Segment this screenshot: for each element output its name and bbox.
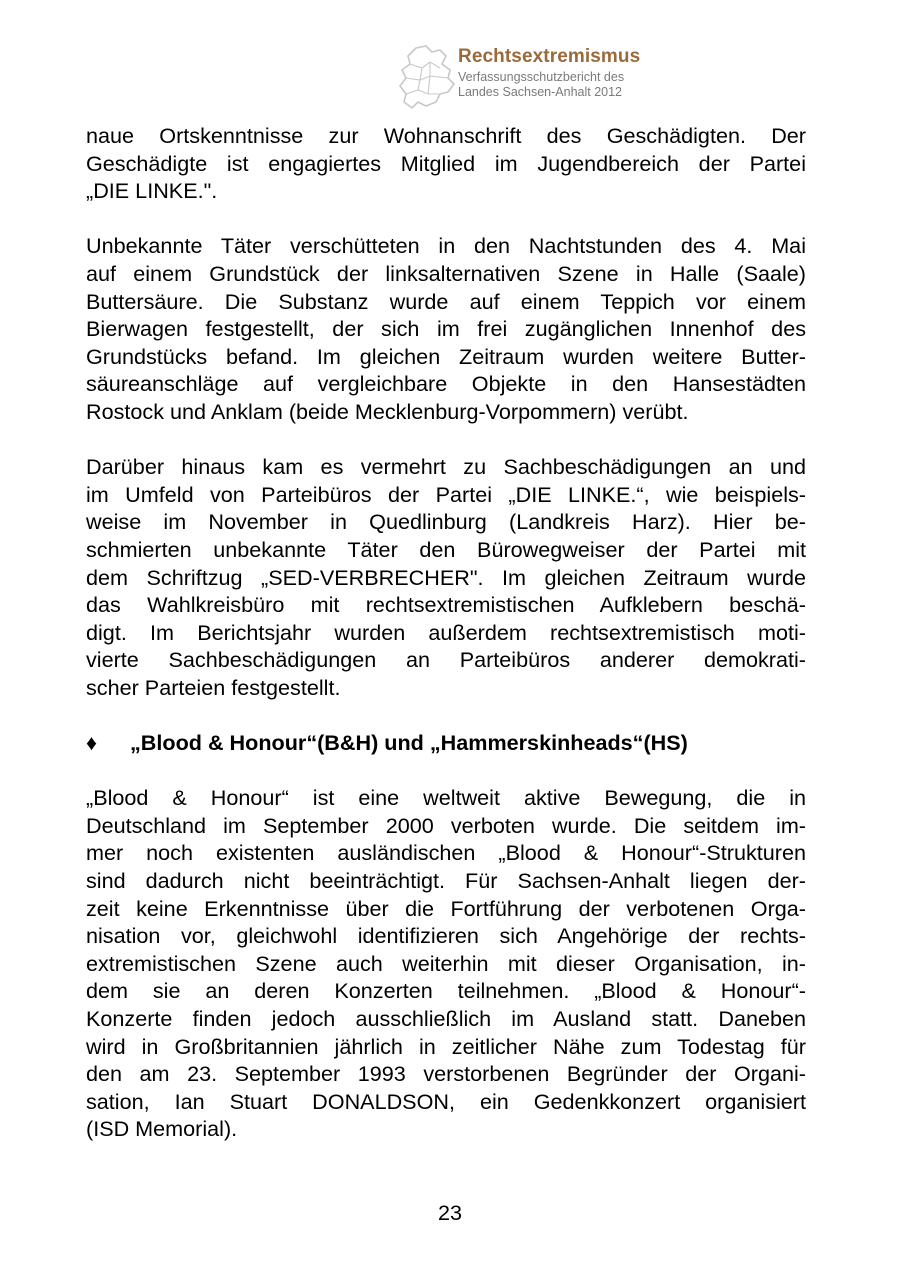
text-line: säureanschläge auf vergleichbare Objekte in den Hansestädten bbox=[86, 371, 806, 397]
text-line: „Blood & Honour“ ist eine weltweit aktive Bewegung, die in bbox=[86, 785, 806, 811]
diamond-bullet-icon: ♦ bbox=[86, 730, 98, 756]
text-line: Geschädigte ist engagiertes Mitglied im Jugendbereich der Partei bbox=[86, 150, 806, 176]
page-number: 23 bbox=[437, 1200, 463, 1225]
paragraph-2 bbox=[86, 232, 806, 425]
text-line: scher Parteien festgestellt. bbox=[86, 674, 341, 700]
header-title: Rechtsextremismus bbox=[458, 46, 641, 67]
text-line: Darüber hinaus kam es vermehrt zu Sachbeschädigungen an und bbox=[86, 454, 806, 480]
header-subtitle-line2: Landes Sachsen-Anhalt 2012 bbox=[458, 85, 623, 99]
page-header bbox=[396, 44, 696, 114]
text-line: digt. Im Berichtsjahr wurden außerdem rechtsextremistisch moti- bbox=[86, 619, 806, 645]
text-line: auf einem Grundstück der linksalternativen Szene in Halle (Saale) bbox=[86, 260, 806, 286]
header-subtitle-line1: Verfassungsschutzbericht des bbox=[458, 70, 625, 84]
text-line: im Umfeld von Parteibüros der Partei „DIE LINKE.“, wie beispiels- bbox=[86, 481, 806, 507]
text-line: sind dadurch nicht beeinträchtigt. Für Sachsen-Anhalt liegen der- bbox=[86, 868, 806, 894]
section-heading bbox=[86, 729, 806, 757]
text-line: Grundstücks befand. Im gleichen Zeitraum wurden weitere Butter- bbox=[86, 343, 806, 369]
paragraph-1 bbox=[86, 122, 806, 205]
text-line: dem sie an deren Konzerten teilnehmen. „Blood & Honour“- bbox=[86, 978, 806, 1004]
text-line: Rostock und Anklam (beide Mecklenburg-Vorpommern) verübt. bbox=[86, 398, 689, 424]
text-line: schmierten unbekannte Täter den Bürowegweiser der Partei mit bbox=[86, 536, 806, 562]
text-line: sation, Ian Stuart DONALDSON, ein Gedenkkonzert organisiert bbox=[86, 1088, 806, 1114]
text-line: Konzerte finden jedoch ausschließlich im Ausland statt. Daneben bbox=[86, 1006, 806, 1031]
text-line: dem Schriftzug „SED-VERBRECHER". Im gleichen Zeitraum wurde bbox=[86, 564, 806, 590]
text-line: „DIE LINKE.". bbox=[86, 178, 218, 204]
saxony-anhalt-map-icon bbox=[396, 44, 458, 114]
text-line: den am 23. September 1993 verstorbenen Begründer der Organi- bbox=[86, 1061, 806, 1087]
text-line: Deutschland im September 2000 verboten wurde. Die seitdem im- bbox=[86, 812, 806, 838]
text-line: vierte Sachbeschädigungen an Parteibüros anderer demokrati- bbox=[86, 647, 806, 673]
text-line: (ISD Memorial). bbox=[86, 1116, 238, 1142]
paragraph-3 bbox=[86, 453, 806, 701]
text-line: mer noch existenten ausländischen „Blood & Honour“-Strukturen bbox=[86, 840, 806, 866]
text-line: extremistischen Szene auch weiterhin mit dieser Organisation, in- bbox=[86, 950, 806, 976]
text-line: Unbekannte Täter verschütteten in den Nachtstunden des 4. Mai bbox=[86, 233, 806, 259]
paragraph-4 bbox=[86, 784, 806, 1143]
text-line: das Wahlkreisbüro mit rechtsextremistischen Aufklebern beschä- bbox=[86, 592, 806, 618]
text-line: nisation vor, gleichwohl identifizieren sich Angehörige der rechts- bbox=[86, 923, 806, 949]
text-line: wird in Großbritannien jährlich in zeitlicher Nähe zum Todestag für bbox=[86, 1033, 806, 1059]
text-line: Buttersäure. Die Substanz wurde auf einem Teppich vor einem bbox=[86, 288, 806, 314]
text-line: Bierwagen festgestellt, der sich im frei zugänglichen Innenhof des bbox=[86, 316, 806, 342]
text-line: zeit keine Erkenntnisse über die Fortführung der verbotenen Orga- bbox=[86, 895, 806, 921]
text-line: weise im November in Quedlinburg (Landkreis Harz). Hier be- bbox=[86, 509, 806, 535]
page-body bbox=[86, 122, 806, 1171]
section-heading-text: „Blood & Honour“(B&H) und „Hammerskinheads“(HS) bbox=[130, 730, 688, 756]
text-line: naue Ortskenntnisse zur Wohnanschrift des Geschädigten. Der bbox=[86, 123, 806, 148]
